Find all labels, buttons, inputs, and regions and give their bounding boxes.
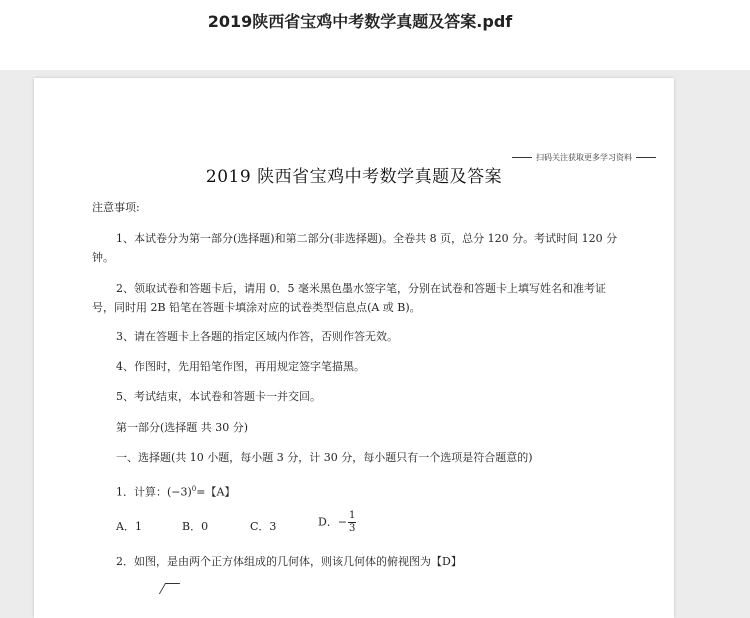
paper-title: 2019 陕西省宝鸡中考数学真题及答案	[205, 167, 503, 187]
q1-option-c: C．3	[250, 520, 277, 533]
notice-4: 4、作图时，先用铅笔作图，再用规定签字笔描黑。	[116, 360, 365, 373]
file-title: 2019陕西省宝鸡中考数学真题及答案.pdf	[207, 12, 513, 31]
part1-heading: 第一部分(选择题 共 30 分)	[116, 421, 249, 434]
watermark-line-left	[512, 157, 532, 158]
fraction-numerator: 1	[349, 510, 356, 521]
geometry-figure-edge	[159, 583, 180, 594]
question-2: 2．如图，是由两个正方体组成的几何体，则该几何体的俯视图为【D】	[116, 555, 462, 568]
q1-option-a: A．1	[116, 520, 142, 533]
notice-1-line1: 1、本试卷分为第一部分(选择题)和第二部分(非选择题)。全卷共 8 页，总分 120 分。考试时间 120 分	[116, 232, 618, 245]
q1-option-b: B．0	[182, 520, 209, 533]
q1-option-d-fraction	[348, 510, 356, 535]
notice-5: 5、考试结束，本试卷和答题卡一并交回。	[116, 390, 321, 403]
q1-suffix: =【A】	[196, 485, 236, 499]
notice-2-line1: 2、领取试卷和答题卡后，请用 0．5 毫米黑色墨水签字笔，分别在试卷和答题卡上填写姓名和准考证	[116, 282, 606, 295]
question-1	[116, 479, 235, 503]
q1-option-d	[318, 510, 356, 535]
q1-prefix: 1．计算：(−3)	[116, 485, 192, 499]
notice-1-line2: 钟。	[92, 251, 114, 264]
q1-option-d-prefix: D．−	[318, 515, 348, 529]
notice-2-line2: 号，同时用 2B 铅笔在答题卡填涂对应的试卷类型信息点(A 或 B)。	[92, 301, 421, 314]
notice-3: 3、请在答题卡上各题的指定区域内作答，否则作答无效。	[116, 330, 398, 343]
fraction-denominator: 3	[349, 523, 356, 534]
viewer-header	[0, 0, 750, 70]
watermark-line-right	[636, 157, 656, 158]
q1-exponent: 0	[191, 485, 197, 493]
pdf-page	[34, 78, 674, 618]
section1-heading: 一、选择题(共 10 小题，每小题 3 分，计 30 分，每小题只有一个选项是符合题意的)	[116, 451, 533, 464]
notice-heading: 注意事项:	[92, 201, 140, 214]
watermark-text: 扫码关注获取更多学习资料	[536, 153, 632, 162]
